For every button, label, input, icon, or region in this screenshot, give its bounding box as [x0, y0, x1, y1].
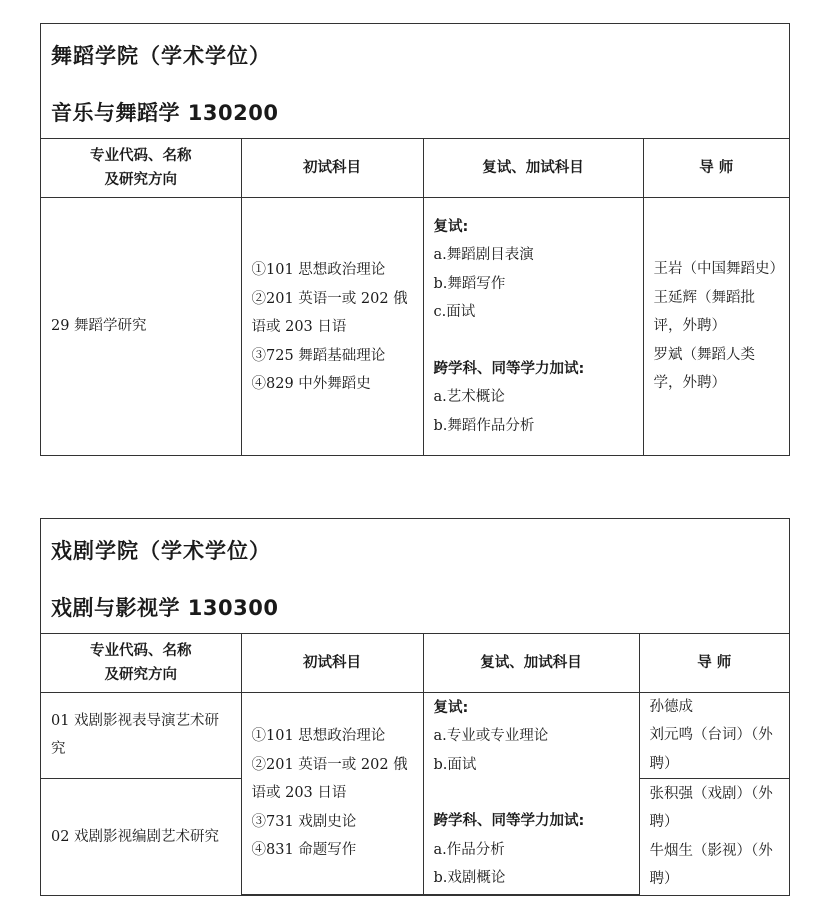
- direction-cell: 01 戏剧影视表导演艺术研究: [41, 692, 241, 779]
- major-title: 戏剧与影视学 130300: [51, 596, 279, 620]
- table-header-row: [41, 634, 789, 692]
- drama-table: [41, 634, 789, 895]
- direction-cell: 29 舞蹈学研究: [41, 197, 241, 455]
- dance-block: [40, 23, 790, 456]
- retest-cell: [423, 692, 639, 895]
- header-prelim: 初试科目: [241, 139, 423, 197]
- prelim-cell: [241, 692, 423, 895]
- drama-block-header: [41, 519, 789, 634]
- retest-label: 复试:: [433, 218, 469, 235]
- tutor-item: 罗斌（舞蹈人类学，外聘）: [653, 346, 755, 391]
- prelim-item: ①101 思想政治理论: [251, 728, 386, 744]
- dept-title: 戏剧学院（学术学位）: [51, 539, 271, 563]
- tutor-cell: [643, 197, 789, 455]
- extra-label: 跨学科、同等学力加试:: [433, 813, 585, 830]
- retest-item: c.面试: [433, 304, 476, 320]
- table-header-row: [41, 139, 789, 197]
- prelim-item: ③725 舞蹈基础理论: [251, 347, 386, 364]
- header-code: 专业代码、名称 及研究方向: [41, 139, 241, 197]
- extra-label: 跨学科、同等学力加试:: [433, 360, 585, 377]
- tutor-item: 王岩（中国舞蹈史）: [653, 261, 784, 277]
- prelim-item: ④831 命题写作: [251, 842, 357, 858]
- header-tutor: 导 师: [639, 634, 789, 692]
- retest-item: a.舞蹈剧目表演: [433, 247, 534, 263]
- retest-item: b.舞蹈写作: [433, 275, 506, 292]
- tutor-item: 王延辉（舞蹈批评，外聘）: [653, 289, 755, 334]
- direction-cell: 02 戏剧影视编剧艺术研究: [41, 779, 241, 895]
- table-row: [41, 692, 789, 779]
- tutor-item: 孙德成: [649, 698, 693, 715]
- prelim-item: ③731 戏剧史论: [251, 813, 357, 830]
- tutor-cell: [639, 779, 789, 895]
- extra-item: b.舞蹈作品分析: [433, 417, 535, 434]
- tutor-item: 牛烟生（影视）（外聘）: [649, 842, 773, 888]
- tutor-cell: [639, 692, 789, 779]
- dance-table: [41, 139, 789, 455]
- prelim-item: ②201 英语一或 202 俄语或 203 日语: [251, 290, 408, 335]
- header-tutor: 导 师: [643, 139, 789, 197]
- retest-cell: [423, 197, 643, 455]
- extra-item: b.戏剧概论: [433, 870, 506, 887]
- major-title: 音乐与舞蹈学 130200: [51, 101, 279, 125]
- prelim-cell: [241, 197, 423, 455]
- retest-item: a.专业或专业理论: [433, 728, 549, 745]
- header-prelim: 初试科目: [241, 634, 423, 692]
- header-retest: 复试、加试科目: [423, 139, 643, 197]
- table-row: [41, 197, 789, 455]
- header-code: 专业代码、名称 及研究方向: [41, 634, 241, 692]
- prelim-item: ①101 思想政治理论: [251, 262, 386, 278]
- dept-title: 舞蹈学院（学术学位）: [51, 44, 271, 68]
- extra-item: a.艺术概论: [433, 389, 505, 405]
- header-retest: 复试、加试科目: [423, 634, 639, 692]
- tutor-item: 刘元鸣（台词）（外聘）: [649, 727, 773, 772]
- tutor-item: 张积强（戏剧）（外聘）: [649, 785, 773, 831]
- prelim-item: ④829 中外舞蹈史: [251, 376, 371, 392]
- retest-item: b.面试: [433, 756, 477, 773]
- prelim-item: ②201 英语一或 202 俄语或 203 日语: [251, 756, 408, 801]
- drama-block: [40, 518, 790, 896]
- extra-item: a.作品分析: [433, 841, 505, 858]
- dance-block-header: [41, 24, 789, 139]
- retest-label: 复试:: [433, 699, 469, 716]
